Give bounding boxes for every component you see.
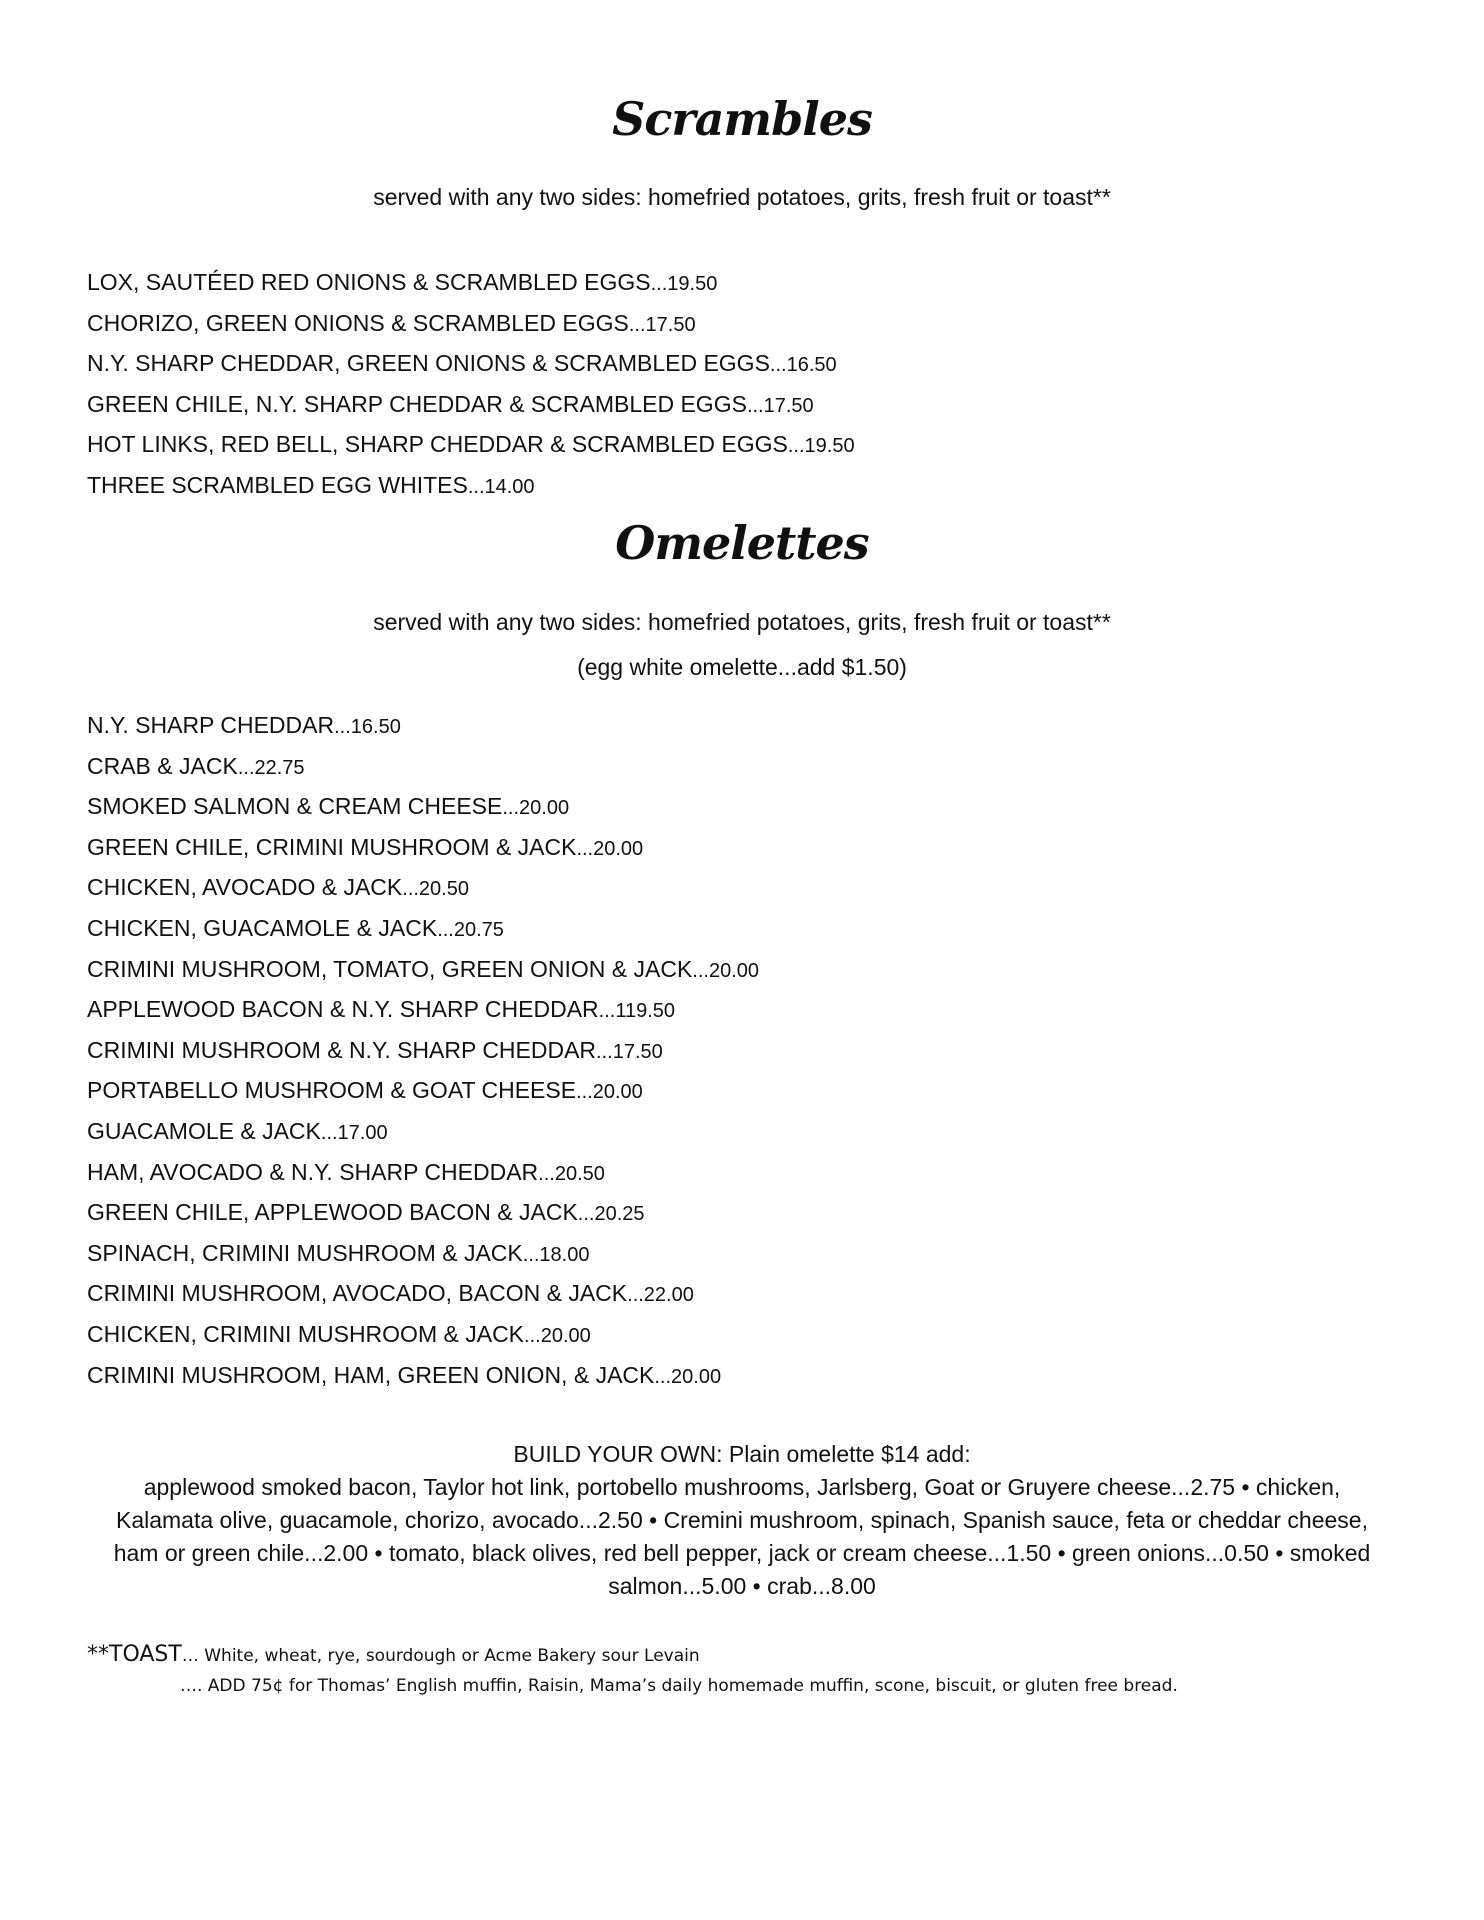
list-item bbox=[87, 1355, 759, 1396]
item-name: GREEN CHILE, N.Y. SHARP CHEDDAR & SCRAMBLED EGGS bbox=[87, 390, 747, 417]
item-name: N.Y. SHARP CHEDDAR bbox=[87, 712, 335, 738]
item-price: ...16.50 bbox=[334, 716, 401, 738]
item-price: ...20.00 bbox=[692, 959, 760, 982]
list-item bbox=[87, 465, 855, 506]
list-item bbox=[87, 343, 855, 384]
item-price: ...20.25 bbox=[577, 1203, 645, 1226]
list-item bbox=[87, 908, 759, 949]
item-name: GREEN CHILE, APPLEWOOD BACON & JACK bbox=[87, 1199, 578, 1226]
item-price: ...20.00 bbox=[576, 837, 644, 860]
item-price: ...17.50 bbox=[746, 394, 814, 417]
omelettes-title: Omelettes bbox=[615, 516, 869, 570]
item-price: ...20.00 bbox=[524, 1324, 591, 1347]
item-name: CHICKEN, CRIMINI MUSHROOM & JACK bbox=[87, 1320, 525, 1347]
toast-label: **TOAST bbox=[87, 1642, 182, 1667]
list-item bbox=[87, 1111, 759, 1152]
item-name: CRIMINI MUSHROOM, TOMATO, GREEN ONION & JACK bbox=[87, 955, 693, 982]
item-price: ...18.00 bbox=[522, 1243, 590, 1266]
list-item bbox=[87, 384, 855, 425]
item-price: ...22.75 bbox=[237, 756, 305, 779]
item-price: ...17.50 bbox=[596, 1040, 663, 1063]
list-item bbox=[87, 1070, 759, 1111]
item-price: ...16.50 bbox=[769, 354, 837, 377]
item-name: SMOKED SALMON & CREAM CHEESE bbox=[87, 793, 503, 820]
item-name: APPLEWOOD BACON & N.Y. SHARP CHEDDAR bbox=[87, 996, 599, 1023]
list-item bbox=[87, 1030, 759, 1071]
item-price: ...20.00 bbox=[502, 797, 570, 820]
build-your-own-section bbox=[100, 1438, 1384, 1603]
item-price: ...20.00 bbox=[654, 1365, 722, 1388]
list-item bbox=[87, 786, 759, 827]
list-item bbox=[87, 827, 759, 868]
item-name: CRIMINI MUSHROOM, HAM, GREEN ONION, & JACK bbox=[87, 1361, 655, 1388]
toast-note bbox=[87, 1640, 1427, 1701]
item-name: CRIMINI MUSHROOM, AVOCADO, BACON & JACK bbox=[87, 1280, 628, 1307]
list-item bbox=[87, 424, 855, 465]
item-price: ...20.50 bbox=[402, 878, 469, 901]
item-name: CHICKEN, GUACAMOLE & JACK bbox=[87, 914, 438, 941]
toast-line-1 bbox=[87, 1640, 1427, 1671]
item-name: SPINACH, CRIMINI MUSHROOM & JACK bbox=[87, 1239, 523, 1266]
item-price: ...19.50 bbox=[787, 435, 855, 458]
build-your-own-title: BUILD YOUR OWN: Plain omelette $14 add: bbox=[513, 1441, 971, 1467]
item-name: CRIMINI MUSHROOM & N.Y. SHARP CHEDDAR bbox=[87, 1036, 597, 1063]
item-price: ...17.00 bbox=[320, 1121, 388, 1144]
item-name: CRAB & JACK bbox=[87, 752, 238, 779]
omelettes-subtitle: served with any two sides: homefried potatoes, grits, fresh fruit or toast** bbox=[373, 609, 1111, 635]
item-name: LOX, SAUTÉED RED ONIONS & SCRAMBLED EGGS bbox=[87, 269, 651, 295]
item-price: ...14.00 bbox=[467, 475, 535, 498]
item-name: N.Y. SHARP CHEDDAR, GREEN ONIONS & SCRAMBLED EGGS bbox=[87, 350, 770, 377]
list-item bbox=[87, 949, 759, 990]
list-item bbox=[87, 262, 855, 303]
list-item bbox=[87, 705, 759, 746]
list-item bbox=[87, 1233, 759, 1274]
egg-white-note: (egg white omelette...add $1.50) bbox=[577, 654, 907, 680]
list-item bbox=[87, 746, 759, 787]
list-item bbox=[87, 1192, 759, 1233]
item-name: PORTABELLO MUSHROOM & GOAT CHEESE bbox=[87, 1077, 577, 1104]
omelettes-list bbox=[87, 705, 759, 1395]
item-name: THREE SCRAMBLED EGG WHITES bbox=[87, 471, 468, 498]
scrambles-subtitle: served with any two sides: homefried potatoes, grits, fresh fruit or toast** bbox=[373, 184, 1111, 210]
item-price: ...119.50 bbox=[598, 1000, 676, 1023]
item-name: HOT LINKS, RED BELL, SHARP CHEDDAR & SCRAMBLED EGGS bbox=[87, 431, 788, 458]
build-your-own-details: applewood smoked bacon, Taylor hot link, portobello mushrooms, Jarlsberg, Goat or Gruyere cheese...2.75 • chicken, Kalamata olive, guacamole, chorizo, avocado...2.50 • Cremini mushroom, spinach, Spanish sauce, feta or cheddar cheese, ham or green chile...2.00 • tomato, black olives, red bell pepper, jack or cream cheese...1.50 • green onions...0.50 • smoked salmon...5.00 • crab...8.00 bbox=[113, 1474, 1371, 1599]
item-price: ...20.00 bbox=[576, 1081, 643, 1104]
list-item bbox=[87, 989, 759, 1030]
item-name: CHORIZO, GREEN ONIONS & SCRAMBLED EGGS bbox=[87, 309, 629, 336]
toast-options: … White, wheat, rye, sourdough or Acme Bakery sour Levain bbox=[181, 1646, 700, 1666]
list-item bbox=[87, 867, 759, 908]
toast-line-2: …. ADD 75¢ for Thomas’ English muffin, Raisin, Mama’s daily homemade muffin, scone, biscuit, or gluten free bread. bbox=[180, 1676, 1178, 1696]
item-name: HAM, AVOCADO & N.Y. SHARP CHEDDAR bbox=[87, 1158, 539, 1185]
scrambles-list bbox=[87, 262, 855, 506]
item-price: ...19.50 bbox=[650, 273, 718, 295]
list-item bbox=[87, 1314, 759, 1355]
list-item bbox=[87, 1273, 759, 1314]
item-price: ...22.00 bbox=[627, 1284, 694, 1307]
list-item bbox=[87, 1152, 759, 1193]
item-name: CHICKEN, AVOCADO & JACK bbox=[87, 874, 403, 901]
item-price: ...17.50 bbox=[628, 313, 696, 336]
item-price: ...20.50 bbox=[538, 1162, 605, 1185]
scrambles-title: Scrambles bbox=[612, 92, 872, 146]
item-name: GREEN CHILE, CRIMINI MUSHROOM & JACK bbox=[87, 833, 577, 860]
item-name: GUACAMOLE & JACK bbox=[87, 1117, 321, 1144]
item-price: ...20.75 bbox=[437, 918, 504, 941]
list-item bbox=[87, 303, 855, 344]
